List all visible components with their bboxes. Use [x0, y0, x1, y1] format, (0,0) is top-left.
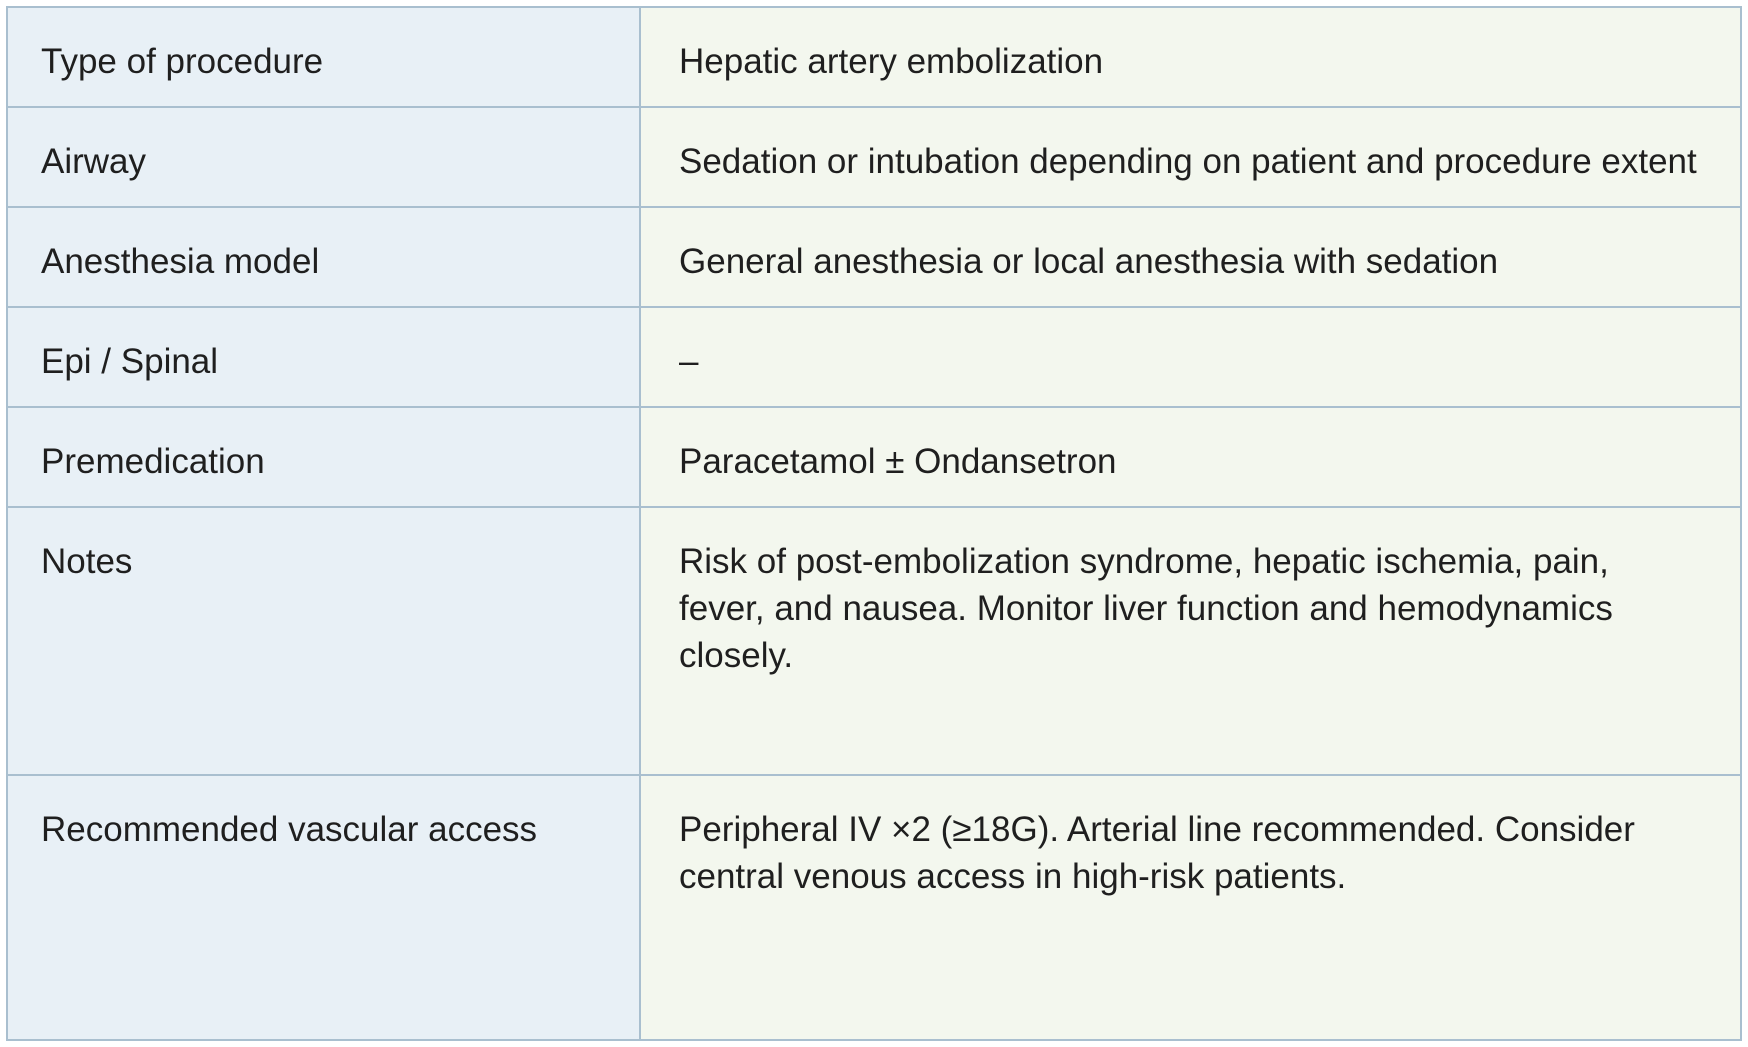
row-label: Epi / Spinal	[6, 308, 641, 406]
table-row-anesthesia-model	[6, 206, 1742, 306]
procedure-info-table	[6, 6, 1742, 1041]
row-label: Recommended vascular access	[6, 776, 641, 1039]
table-row-notes	[6, 506, 1742, 774]
row-label: Notes	[6, 508, 641, 774]
row-value: Paracetamol ± Ondansetron	[641, 408, 1742, 506]
table-row-airway	[6, 106, 1742, 206]
row-label: Premedication	[6, 408, 641, 506]
table-row-epi-spinal	[6, 306, 1742, 406]
row-value: –	[641, 308, 1742, 406]
row-value: Hepatic artery embolization	[641, 8, 1742, 106]
row-value: Peripheral IV ×2 (≥18G). Arterial line recommended. Consider central venous access in high-risk patients.	[641, 776, 1742, 1039]
row-value: Risk of post-embolization syndrome, hepatic ischemia, pain, fever, and nausea. Monitor liver function and hemodynamics closely.	[641, 508, 1742, 774]
table-row-type-of-procedure	[6, 6, 1742, 106]
row-value: Sedation or intubation depending on patient and procedure extent	[641, 108, 1742, 206]
row-label: Anesthesia model	[6, 208, 641, 306]
table-row-vascular-access	[6, 774, 1742, 1041]
row-label: Type of procedure	[6, 8, 641, 106]
row-value: General anesthesia or local anesthesia with sedation	[641, 208, 1742, 306]
row-label: Airway	[6, 108, 641, 206]
table-row-premedication	[6, 406, 1742, 506]
